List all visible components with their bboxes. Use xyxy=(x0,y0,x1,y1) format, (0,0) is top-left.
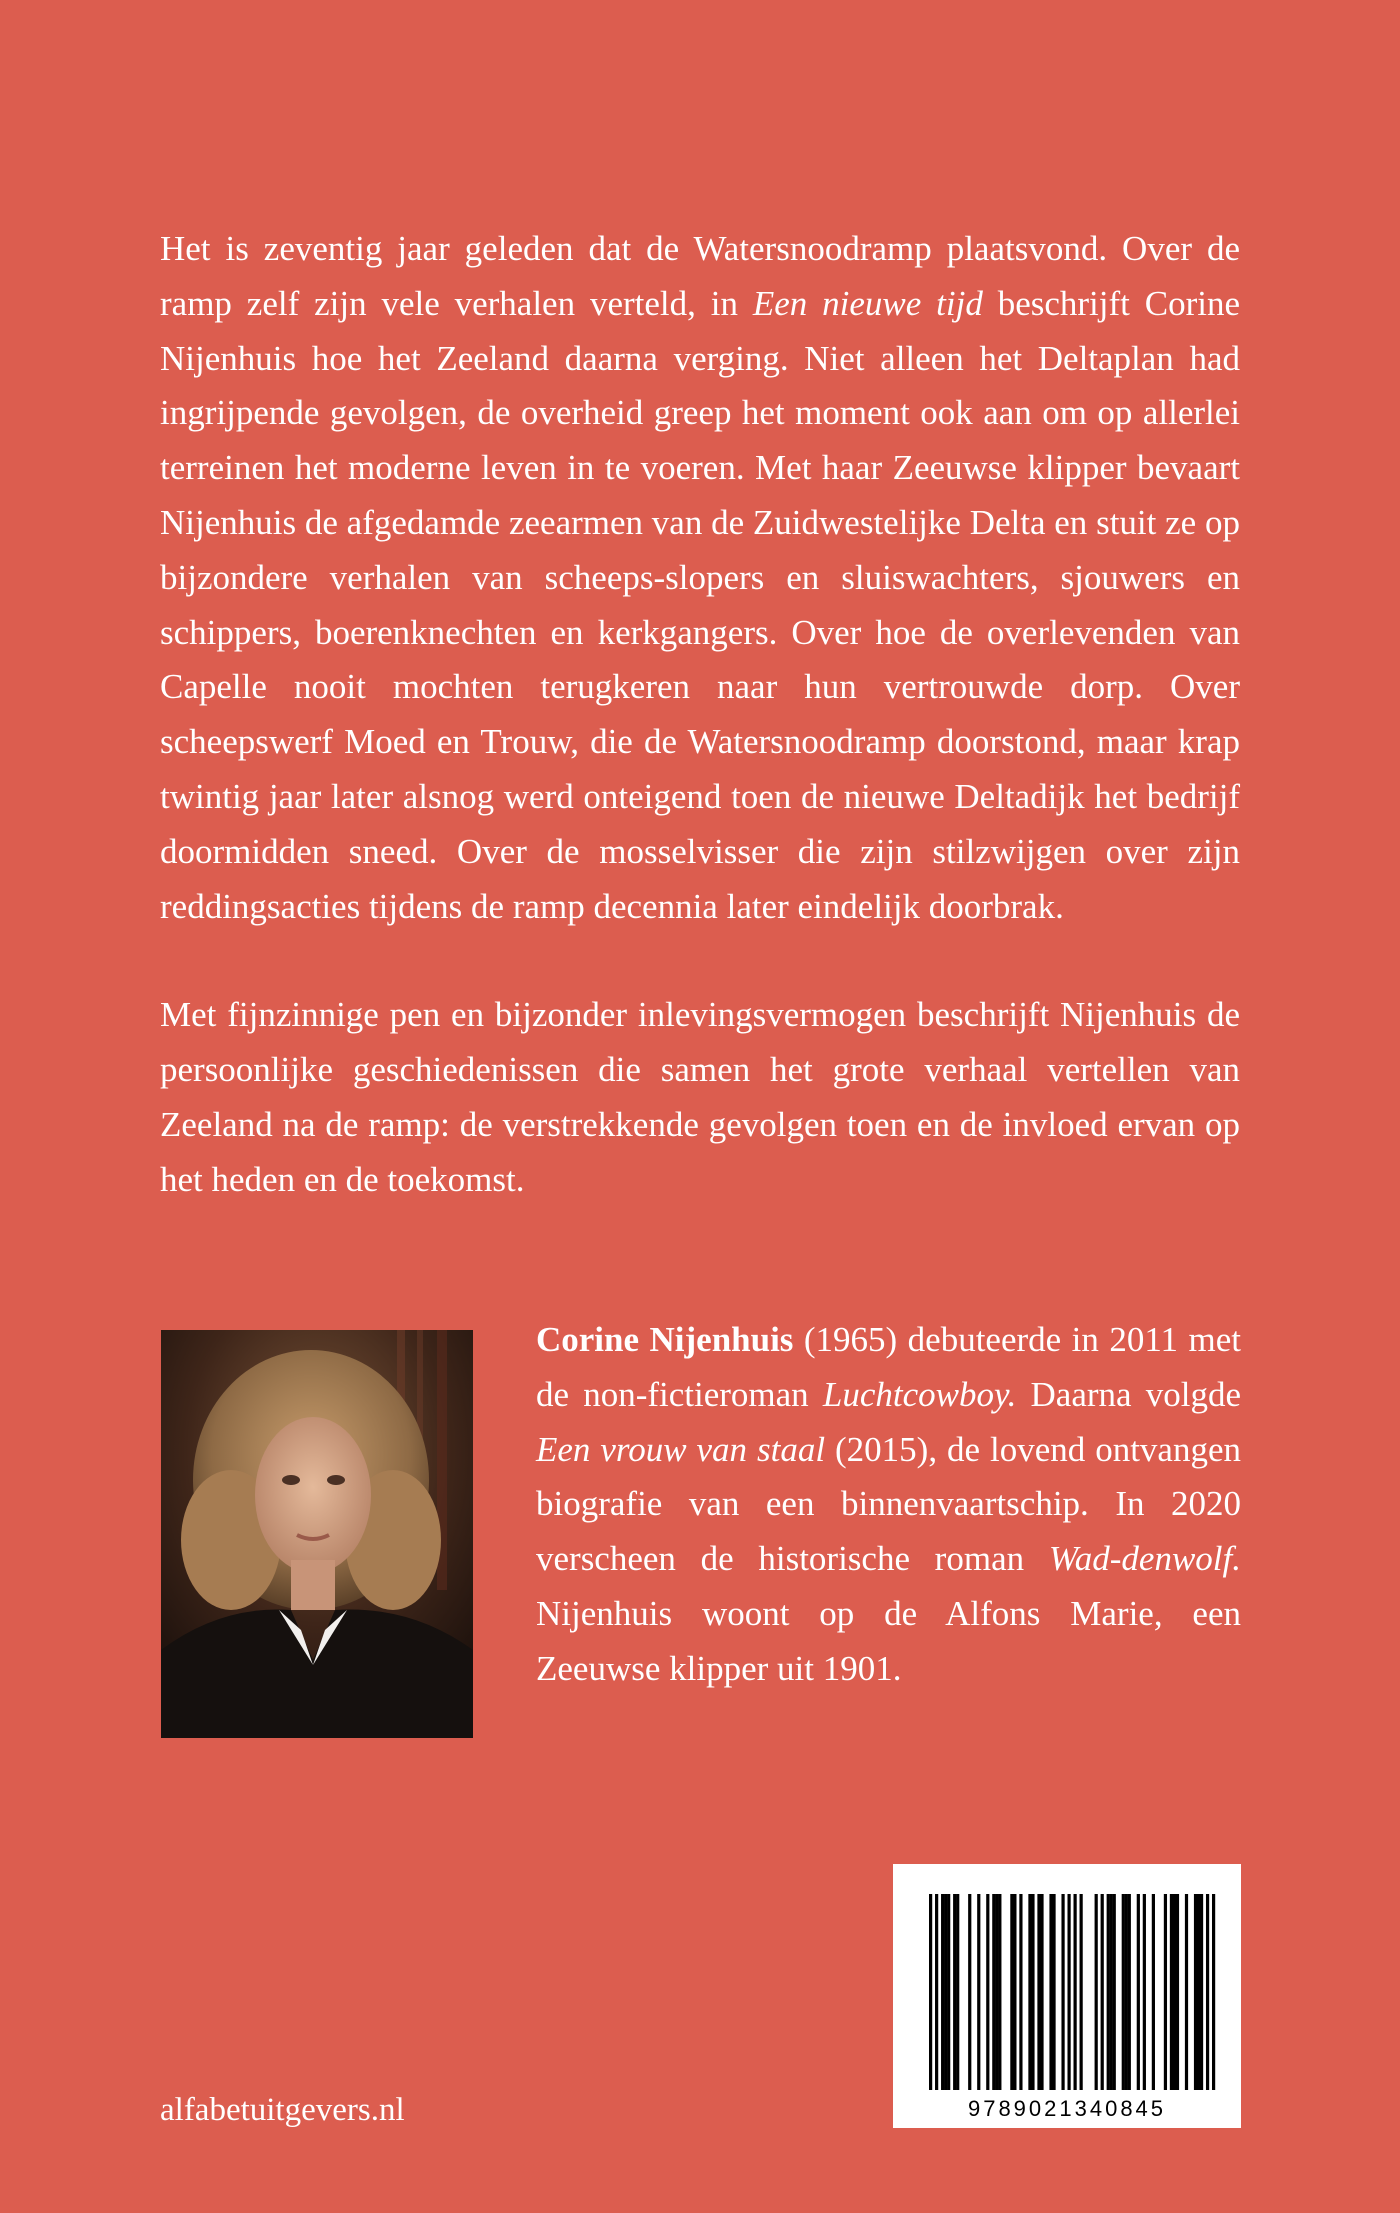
barcode-bar xyxy=(1095,1894,1098,2090)
author-portrait-image xyxy=(161,1330,473,1738)
barcode-bar xyxy=(1107,1894,1110,2090)
barcode-bar xyxy=(1067,1894,1070,2090)
barcode-bar xyxy=(1185,1894,1188,2090)
barcode-bar xyxy=(1212,1894,1215,2090)
barcode-bar xyxy=(992,1894,995,2090)
barcode-bar xyxy=(1122,1894,1125,2090)
barcode-bar xyxy=(953,1894,956,2090)
barcode-bar xyxy=(1125,1894,1128,2090)
barcode-bar xyxy=(1197,1894,1200,2090)
barcode-bar xyxy=(1061,1894,1064,2090)
barcode-bar xyxy=(1176,1894,1179,2090)
barcode-bar xyxy=(1152,1894,1155,2090)
book-title: Luchtcowboy. xyxy=(822,1374,1017,1414)
barcode-bar xyxy=(1170,1894,1173,2090)
barcode-bar xyxy=(935,1894,938,2090)
barcode-bar xyxy=(1194,1894,1197,2090)
barcode-bar xyxy=(1010,1894,1013,2090)
barcode-graphic xyxy=(893,1864,1241,2128)
barcode-bar xyxy=(1037,1894,1040,2090)
blurb-paragraph-1 xyxy=(160,222,1240,934)
barcode-bar xyxy=(1101,1894,1104,2090)
barcode-bar xyxy=(1019,1894,1022,2090)
barcode-bar xyxy=(1052,1894,1055,2090)
book-title: Wad-denwolf. xyxy=(1048,1539,1241,1579)
isbn-barcode xyxy=(893,1864,1241,2128)
barcode-bar xyxy=(929,1894,932,2090)
barcode-bar xyxy=(1128,1894,1131,2090)
blurb-text: beschrijft Corine Nijenhuis hoe het Zeeland daarna verging. Niet alleen het Deltaplan had ingrijpende gevolgen, de overheid greep het moment ook aan om op allerlei terreinen het moderne leven in te voeren. Met haar Zeeuwse klipper bevaart Nijenhuis de afgedamde zeearmen van de Zuidwestelijke Delta en stuit ze op bijzondere verhalen van scheeps-slopers en sluiswachters, sjouwers en schippers, boerenknechten en kerkgangers. Over hoe de overlevenden van Capelle nooit mochten terugkeren naar hun vertrouwde dorp. Over scheepswerf Moed en Trouw, die de Watersnoodramp doorstond, maar krap twintig jaar later alsnog werd onteigend toen de nieuwe Deltadijk het bedrijf doormidden sneed. Over de mosselvisser die zijn stilzwijgen over zijn reddingsacties tijdens de ramp decennia later eindelijk doorbrak. xyxy=(160,283,1240,926)
barcode-bar xyxy=(1137,1894,1140,2090)
barcode-bar xyxy=(995,1894,998,2090)
blurb xyxy=(160,222,1240,1208)
author-name: Corine Nijenhuis xyxy=(536,1320,794,1359)
barcode-bar xyxy=(968,1894,971,2090)
barcode-bar xyxy=(947,1894,950,2090)
isbn-digits: 9789021340845 xyxy=(967,2096,1167,2121)
author-bio xyxy=(536,1313,1241,1697)
barcode-bar xyxy=(1206,1894,1209,2090)
barcode-bar xyxy=(1164,1894,1167,2090)
barcode-bar xyxy=(1080,1894,1083,2090)
barcode-bar xyxy=(956,1894,959,2090)
barcode-bar xyxy=(1173,1894,1176,2090)
bio-text: (2015), de lovend ontvangen biografie van een binnenvaartschip. In 2020 verscheen de historische roman xyxy=(536,1429,1241,1579)
barcode-bar xyxy=(1040,1894,1043,2090)
barcode-bar xyxy=(1074,1894,1077,2090)
barcode-bar xyxy=(977,1894,980,2090)
blurb-paragraph-2: Met fijnzinnige pen en bijzonder inlevingsvermogen beschrijft Nijenhuis de persoonlijke geschiedenissen die samen het grote verhaal vertellen van Zeeland na de ramp: de verstrekkende gevolgen toen en de invloed ervan op het heden en de toekomst. xyxy=(160,995,1240,1199)
barcode-bar xyxy=(1031,1894,1034,2090)
book-title: Een vrouw van staal xyxy=(536,1429,826,1469)
author-photo xyxy=(161,1330,473,1738)
barcode-bar xyxy=(986,1894,989,2090)
barcode-bar xyxy=(1200,1894,1203,2090)
blurb-text: Het is zeventig jaar geleden dat de Watersnoodramp plaatsvond. Over de ramp zelf zijn vele verhalen verteld, in xyxy=(160,229,1240,323)
barcode-bar xyxy=(1110,1894,1113,2090)
barcode-bar xyxy=(941,1894,944,2090)
barcode-bar xyxy=(1143,1894,1146,2090)
bio-text: Daarna volgde xyxy=(1016,1374,1241,1414)
barcode-bar xyxy=(1049,1894,1052,2090)
barcode-bar xyxy=(1028,1894,1031,2090)
barcode-bar xyxy=(1113,1894,1116,2090)
publisher-website[interactable]: alfabetuitgevers.nl xyxy=(160,2092,405,2128)
bio-text: (1965) debuteerde in 2011 met de non-fictieroman xyxy=(536,1320,1241,1414)
barcode-bar xyxy=(944,1894,947,2090)
bio-text: Nijenhuis woont op de Alfons Marie, een Zeeuwse klipper uit 1901. xyxy=(536,1593,1241,1688)
book-title: Een nieuwe tijd xyxy=(752,283,983,323)
barcode-bar xyxy=(998,1894,1001,2090)
barcode-bar xyxy=(1013,1894,1016,2090)
